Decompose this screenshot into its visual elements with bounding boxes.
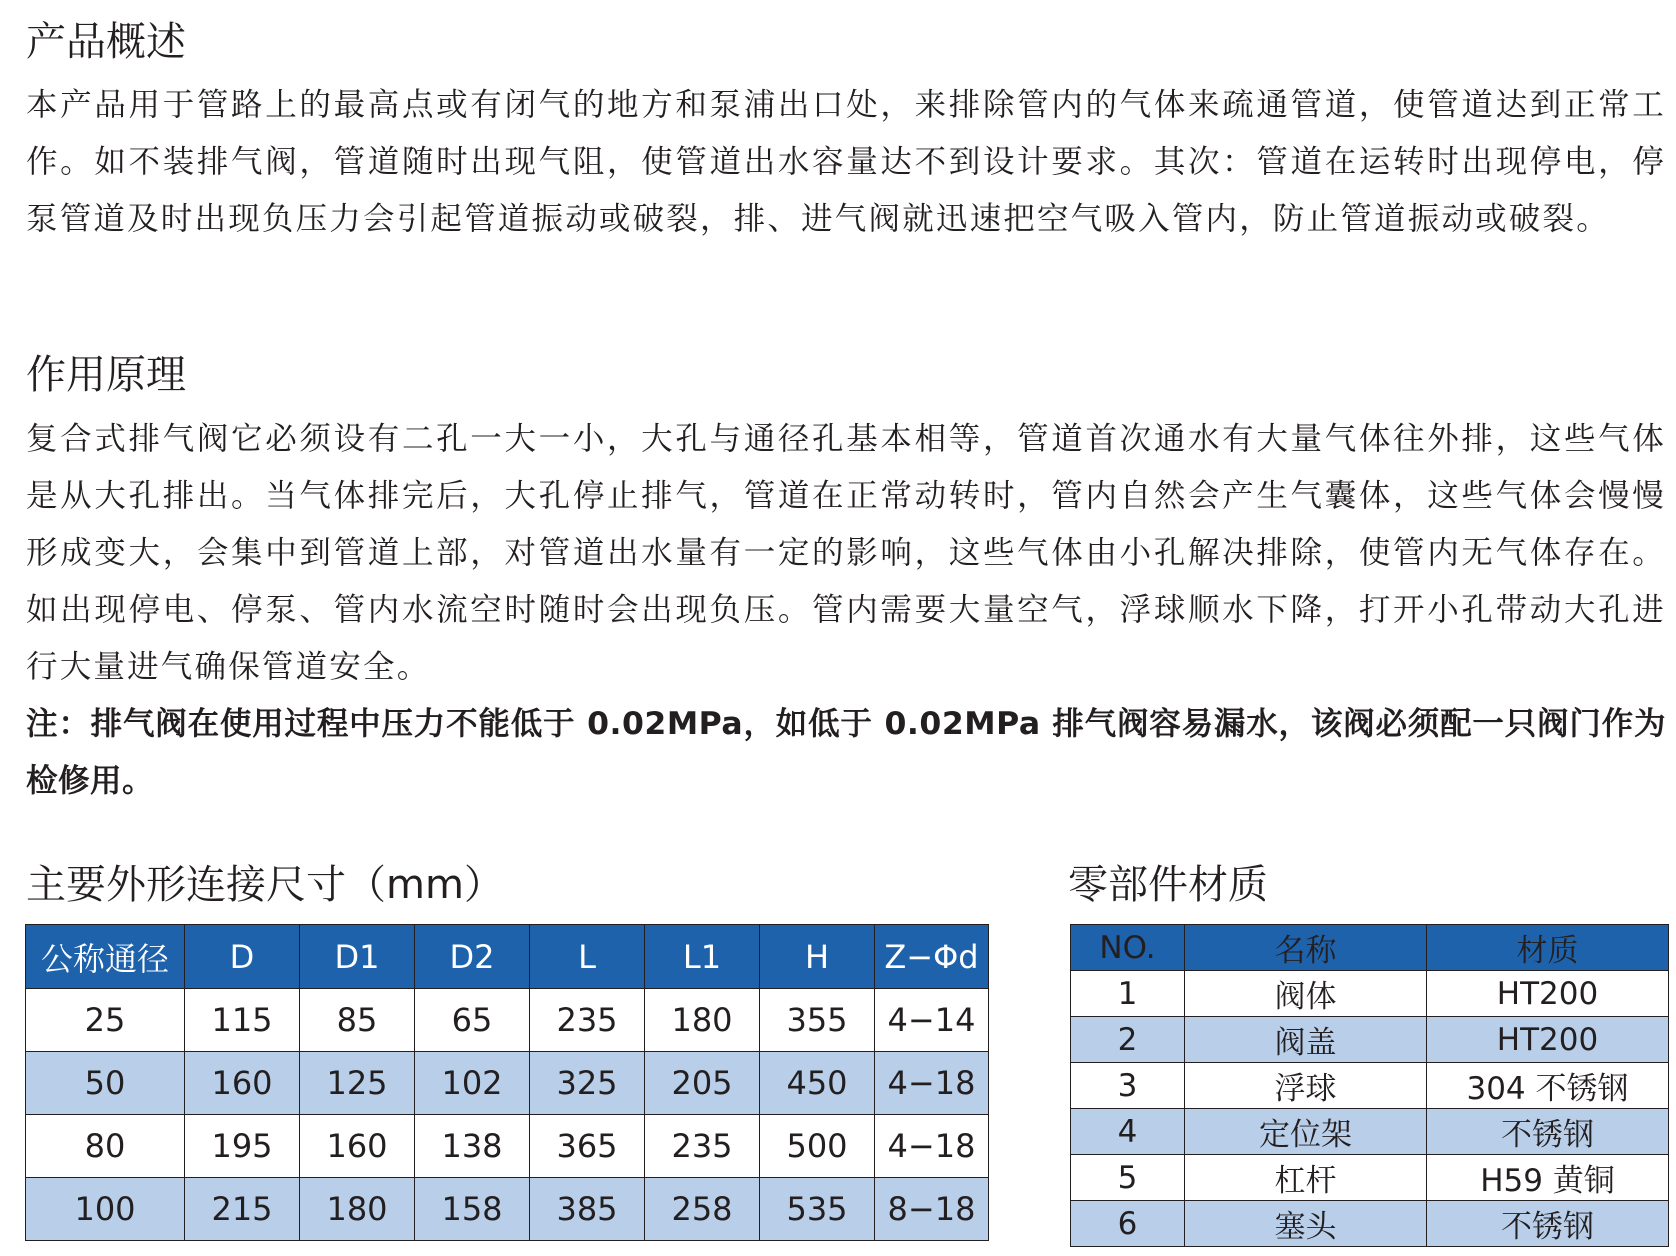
table-cell: 325 [530,1052,645,1115]
parts-table [1070,924,1669,1247]
dimensions-header-row [26,925,989,989]
principle-paragraph: 复合式排气阀它必须设有二孔一大一小，大孔与通径孔基本相等，管道首次通水有大量气体往外排，这些气体是从大孔排出。当气体排完后，大孔停止排气，管道在正常动转时，管内自然会产生气囊体，这些气体会慢慢形成变大，会集中到管道上部，对管道出水量有一定的影响，这些气体由小孔解决排除，使管内无气体存在。如出现停电、停泵、管内水流空时随时会出现负压。管内需要大量空气，浮球顺水下降，打开小孔带动大孔进行大量进气确保管道安全。 [26,421,1666,685]
table-cell: HT200 [1427,1017,1669,1063]
table-cell: 85 [300,989,415,1052]
table-cell: 不锈钢 [1427,1109,1669,1155]
table-cell: 160 [185,1052,300,1115]
table-row [26,1052,989,1115]
table-cell: 8−18 [875,1178,989,1241]
table-cell: 235 [530,989,645,1052]
dimensions-table [25,924,989,1241]
table-cell: 2 [1071,1017,1185,1063]
overview-heading: 产品概述 [26,19,186,65]
table-cell: 杠杆 [1185,1155,1427,1201]
table-cell: 258 [645,1178,760,1241]
table-cell: HT200 [1427,971,1669,1017]
table-row [1071,1063,1669,1109]
table-cell: 102 [415,1052,530,1115]
table-cell: 365 [530,1115,645,1178]
table-cell: 3 [1071,1063,1185,1109]
table-row [1071,1201,1669,1247]
table-cell: 65 [415,989,530,1052]
parts-header-cell: 材质 [1427,925,1669,971]
table-cell: 180 [300,1178,415,1241]
table-row [1071,1017,1669,1063]
table-cell: 80 [26,1115,185,1178]
parts-header-cell: NO. [1071,925,1185,971]
dimensions-header-cell: L1 [645,925,760,989]
table-cell: 4−14 [875,989,989,1052]
dimensions-header-cell: D1 [300,925,415,989]
dimensions-heading: 主要外形连接尺寸（mm） [26,862,504,908]
table-cell: 4−18 [875,1052,989,1115]
table-cell: 50 [26,1052,185,1115]
table-cell: 4−18 [875,1115,989,1178]
table-cell: 450 [760,1052,875,1115]
table-cell: 304 不锈钢 [1427,1063,1669,1109]
table-row [1071,971,1669,1017]
table-cell: 385 [530,1178,645,1241]
table-cell: 4 [1071,1109,1185,1155]
table-cell: 180 [645,989,760,1052]
table-row [26,989,989,1052]
table-cell: 138 [415,1115,530,1178]
table-cell: 125 [300,1052,415,1115]
parts-header-row [1071,925,1669,971]
table-cell: 205 [645,1052,760,1115]
table-cell: 115 [185,989,300,1052]
table-cell: 535 [760,1178,875,1241]
table-cell: H59 黄铜 [1427,1155,1669,1201]
principle-heading: 作用原理 [26,352,186,398]
table-cell: 25 [26,989,185,1052]
table-cell: 6 [1071,1201,1185,1247]
table-cell: 160 [300,1115,415,1178]
table-cell: 阀盖 [1185,1017,1427,1063]
parts-heading: 零部件材质 [1068,862,1268,908]
table-row [1071,1109,1669,1155]
dimensions-header-cell: D [185,925,300,989]
table-cell: 355 [760,989,875,1052]
table-cell: 235 [645,1115,760,1178]
dimensions-header-cell: L [530,925,645,989]
parts-header-cell: 名称 [1185,925,1427,971]
table-cell: 215 [185,1178,300,1241]
dimensions-header-cell: 公称通径 [26,925,185,989]
table-cell: 500 [760,1115,875,1178]
dimensions-header-cell: D2 [415,925,530,989]
table-cell: 1 [1071,971,1185,1017]
table-cell: 不锈钢 [1427,1201,1669,1247]
table-cell: 浮球 [1185,1063,1427,1109]
table-cell: 5 [1071,1155,1185,1201]
dimensions-header-cell: H [760,925,875,989]
table-cell: 阀体 [1185,971,1427,1017]
table-row [1071,1155,1669,1201]
table-cell: 195 [185,1115,300,1178]
table-cell: 塞头 [1185,1201,1427,1247]
table-row [26,1178,989,1241]
dimensions-header-cell: Z−Φd [875,925,989,989]
overview-paragraph: 本产品用于管路上的最高点或有闭气的地方和泵浦出口处，来排除管内的气体来疏通管道，使管道达到正常工作。如不装排气阀，管道随时出现气阻，使管道出水容量达不到设计要求。其次：管道在运转时出现停电，停泵管道及时出现负压力会引起管道振动或破裂，排、进气阀就迅速把空气吸入管内，防止管道振动或破裂。 [26,87,1666,237]
principle-note: 注：排气阀在使用过程中压力不能低于 0.02MPa，如低于 0.02MPa 排气阀容易漏水，该阀必须配一只阀门作为检修用。 [26,706,1666,799]
table-cell: 定位架 [1185,1109,1427,1155]
table-cell: 158 [415,1178,530,1241]
table-row [26,1115,989,1178]
table-cell: 100 [26,1178,185,1241]
